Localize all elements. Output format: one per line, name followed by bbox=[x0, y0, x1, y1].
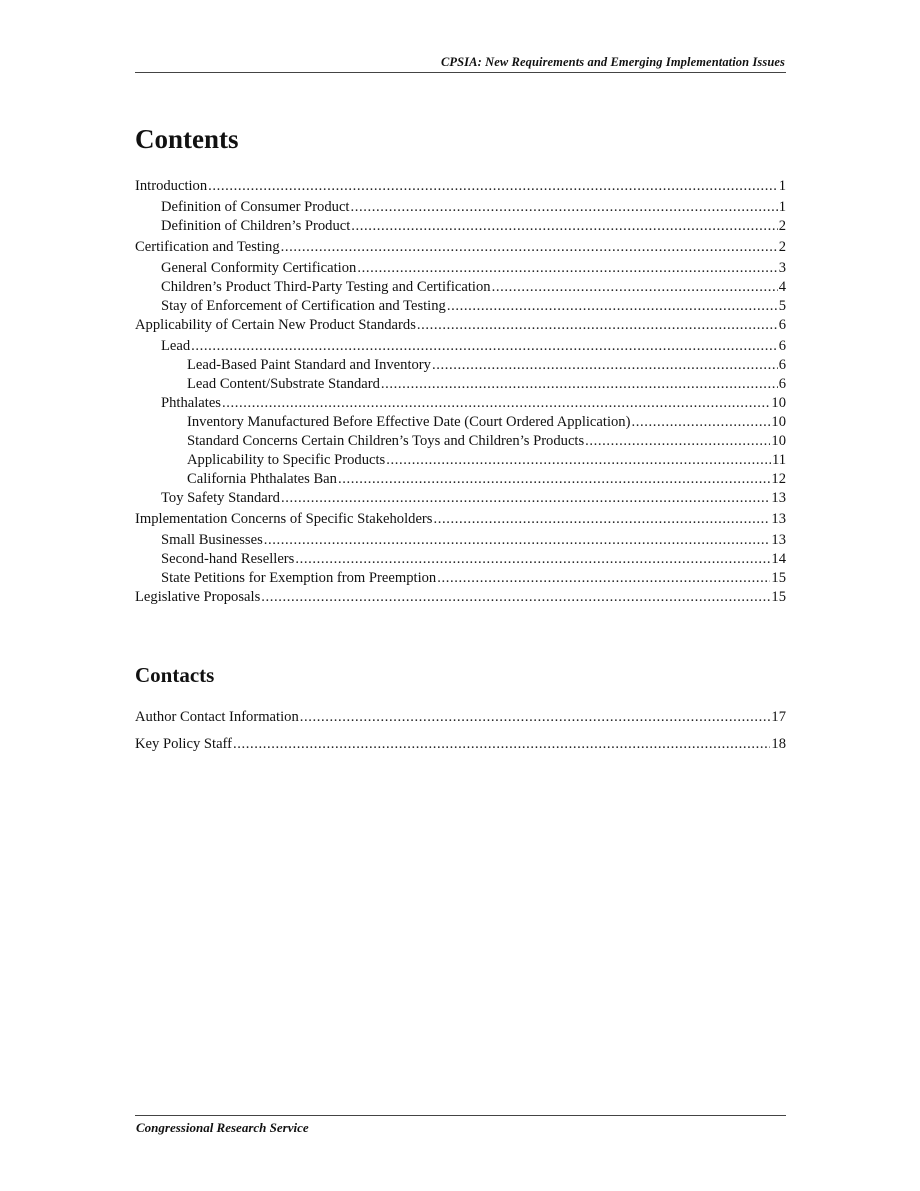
contents-list bbox=[135, 177, 786, 607]
toc-entry-page: 10 bbox=[771, 395, 786, 411]
toc-entry-page: 6 bbox=[778, 357, 786, 373]
toc-entry-page: 3 bbox=[778, 260, 786, 276]
dot-leader bbox=[417, 316, 778, 335]
toc-entry-lead-based-paint[interactable] bbox=[135, 356, 786, 375]
toc-entry-definition-childrens-product[interactable] bbox=[135, 217, 786, 236]
toc-entry-title: Small Businesses bbox=[161, 532, 263, 548]
toc-entry-title: Lead Content/Substrate Standard bbox=[187, 376, 380, 392]
toc-entry-title: Second-hand Resellers bbox=[161, 551, 295, 567]
toc-entry-page: 5 bbox=[778, 298, 786, 314]
dot-leader bbox=[357, 259, 777, 278]
dot-leader bbox=[264, 531, 771, 550]
dot-leader bbox=[191, 337, 778, 356]
toc-entry-page: 1 bbox=[778, 178, 786, 194]
toc-entry-stay-of-enforcement[interactable] bbox=[135, 297, 786, 316]
toc-entry-page: 18 bbox=[771, 736, 786, 752]
toc-entry-key-policy-staff[interactable] bbox=[135, 731, 786, 758]
dot-leader bbox=[281, 238, 778, 257]
toc-entry-toy-safety[interactable] bbox=[135, 489, 786, 508]
toc-entry-title: Key Policy Staff bbox=[135, 736, 233, 752]
toc-entry-page: 1 bbox=[778, 199, 786, 215]
contacts-heading: Contacts bbox=[135, 663, 215, 687]
toc-entry-california-ban[interactable] bbox=[135, 470, 786, 489]
dot-leader bbox=[585, 432, 770, 451]
dot-leader bbox=[432, 356, 778, 375]
toc-entry-title: General Conformity Certification bbox=[161, 260, 357, 276]
toc-entry-title: Implementation Concerns of Specific Stakeholders bbox=[135, 511, 433, 527]
dot-leader bbox=[281, 489, 770, 508]
dot-leader bbox=[351, 217, 777, 236]
toc-entry-introduction[interactable] bbox=[135, 177, 786, 196]
toc-entry-page: 17 bbox=[771, 709, 786, 725]
footer-rule bbox=[135, 1115, 786, 1116]
toc-entry-title: State Petitions for Exemption from Preemption bbox=[161, 570, 437, 586]
dot-leader bbox=[338, 470, 770, 489]
toc-entry-general-conformity[interactable] bbox=[135, 259, 786, 278]
toc-entry-title: Definition of Consumer Product bbox=[161, 199, 350, 215]
toc-entry-lead[interactable] bbox=[135, 337, 786, 356]
dot-leader bbox=[208, 177, 778, 196]
toc-entry-title: Applicability to Specific Products bbox=[187, 452, 386, 468]
dot-leader bbox=[233, 731, 770, 758]
dot-leader bbox=[631, 413, 770, 432]
toc-entry-page: 13 bbox=[771, 532, 786, 548]
toc-entry-page: 13 bbox=[771, 511, 786, 527]
toc-entry-title: Definition of Children’s Product bbox=[161, 218, 351, 234]
dot-leader bbox=[437, 569, 770, 588]
toc-entry-page: 6 bbox=[778, 376, 786, 392]
toc-entry-title: Author Contact Information bbox=[135, 709, 299, 725]
toc-entry-page: 14 bbox=[771, 551, 786, 567]
toc-entry-title: Lead-Based Paint Standard and Inventory bbox=[187, 357, 431, 373]
toc-entry-page: 6 bbox=[778, 317, 786, 333]
toc-entry-page: 10 bbox=[771, 414, 786, 430]
toc-entry-implementation-concerns[interactable] bbox=[135, 510, 786, 529]
toc-entry-title: Children’s Product Third-Party Testing and Certification bbox=[161, 279, 491, 295]
dot-leader bbox=[492, 278, 778, 297]
toc-entry-title: Stay of Enforcement of Certification and Testing bbox=[161, 298, 446, 314]
toc-entry-certification-testing[interactable] bbox=[135, 238, 786, 257]
toc-entry-title: Applicability of Certain New Product Standards bbox=[135, 317, 416, 333]
contents-heading: Contents bbox=[135, 124, 239, 154]
toc-entry-page: 10 bbox=[771, 433, 786, 449]
toc-entry-legislative-proposals[interactable] bbox=[135, 588, 786, 607]
toc-entry-title: California Phthalates Ban bbox=[187, 471, 337, 487]
toc-entry-small-businesses[interactable] bbox=[135, 531, 786, 550]
toc-entry-page: 12 bbox=[771, 471, 786, 487]
toc-entry-third-party-testing[interactable] bbox=[135, 278, 786, 297]
toc-entry-applicability-products[interactable] bbox=[135, 451, 786, 470]
toc-entry-applicability-standards[interactable] bbox=[135, 316, 786, 335]
toc-entry-page: 4 bbox=[778, 279, 786, 295]
dot-leader bbox=[447, 297, 778, 316]
toc-entry-inventory-manufactured[interactable] bbox=[135, 413, 786, 432]
toc-entry-second-hand-resellers[interactable] bbox=[135, 550, 786, 569]
toc-entry-definition-consumer-product[interactable] bbox=[135, 198, 786, 217]
toc-entry-page: 2 bbox=[778, 218, 786, 234]
dot-leader bbox=[300, 704, 771, 731]
toc-entry-page: 2 bbox=[778, 239, 786, 255]
header-rule bbox=[135, 72, 786, 73]
toc-entry-lead-content[interactable] bbox=[135, 375, 786, 394]
toc-entry-author-contact[interactable] bbox=[135, 704, 786, 731]
toc-entry-page: 15 bbox=[771, 589, 786, 605]
dot-leader bbox=[295, 550, 770, 569]
toc-entry-standard-concerns[interactable] bbox=[135, 432, 786, 451]
running-footer: Congressional Research Service bbox=[136, 1120, 309, 1135]
dot-leader bbox=[386, 451, 771, 470]
toc-entry-title: Toy Safety Standard bbox=[161, 490, 280, 506]
dot-leader bbox=[261, 588, 770, 607]
running-header: CPSIA: New Requirements and Emerging Implementation Issues bbox=[440, 55, 785, 69]
contacts-list bbox=[135, 704, 786, 758]
toc-entry-title: Certification and Testing bbox=[135, 239, 280, 255]
toc-entry-page: 13 bbox=[771, 490, 786, 506]
toc-entry-page: 15 bbox=[771, 570, 786, 586]
toc-entry-title: Standard Concerns Certain Children’s Toys and Children’s Products bbox=[187, 433, 585, 449]
toc-entry-title: Lead bbox=[161, 338, 191, 354]
dot-leader bbox=[381, 375, 778, 394]
toc-entry-title: Legislative Proposals bbox=[135, 589, 261, 605]
toc-entry-state-petitions[interactable] bbox=[135, 569, 786, 588]
dot-leader bbox=[350, 198, 777, 217]
toc-entry-page: 6 bbox=[778, 338, 786, 354]
dot-leader bbox=[222, 394, 770, 413]
toc-entry-title: Inventory Manufactured Before Effective Date (Court Ordered Application) bbox=[187, 414, 631, 430]
dot-leader bbox=[433, 510, 770, 529]
toc-entry-title: Introduction bbox=[135, 178, 208, 194]
toc-entry-title: Phthalates bbox=[161, 395, 221, 411]
toc-entry-phthalates[interactable] bbox=[135, 394, 786, 413]
toc-entry-page: 11 bbox=[771, 452, 786, 468]
